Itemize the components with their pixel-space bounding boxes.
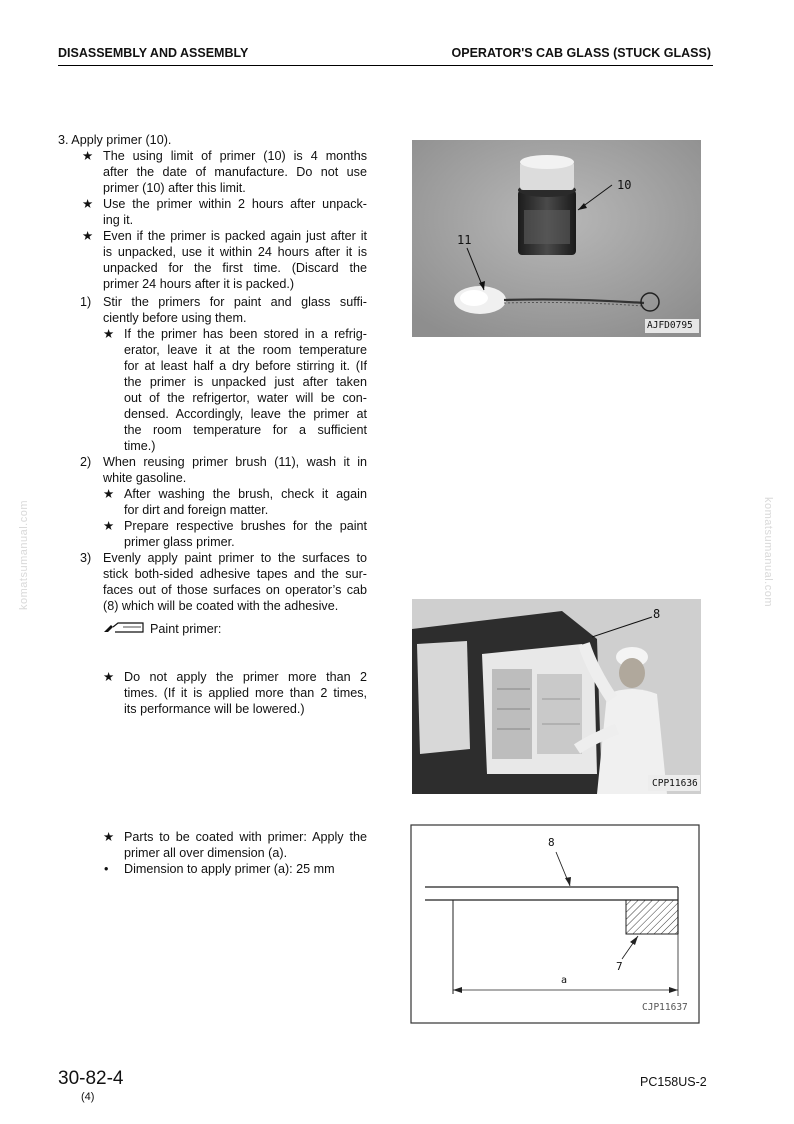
- star-icon: ★: [82, 229, 94, 243]
- sub-step-line: ciently before using them.: [103, 311, 247, 325]
- primer-photo-illustration: [412, 140, 701, 337]
- watermark-left: komatsumanual.com: [18, 500, 30, 610]
- figure-code: CJP11637: [642, 1002, 688, 1013]
- figure-code: AJFD0795: [647, 320, 693, 331]
- note-line: primer glass primer.: [124, 535, 235, 549]
- sub-step-line: Stir the primers for paint and glass suffi-: [103, 295, 367, 309]
- note-line: ing it.: [103, 213, 134, 227]
- note-line: Prepare respective brushes for the paint: [124, 519, 367, 533]
- material-label: Paint primer:: [150, 622, 222, 636]
- page-number: 30-82-4: [58, 1068, 124, 1089]
- note-line: after the date of manufacture. Do not use: [103, 165, 367, 179]
- note-line: for dirt and foreign matter.: [124, 503, 269, 517]
- page-revision: (4): [81, 1091, 95, 1103]
- note-line: primer 24 hours after it is packed.): [103, 277, 295, 291]
- callout-7: 7: [616, 960, 623, 973]
- sub-step-line: white gasoline.: [103, 471, 187, 485]
- callout-11: 11: [457, 233, 472, 247]
- note-line: Parts to be coated with primer: Apply the: [124, 830, 367, 844]
- cab-photo-illustration: [412, 599, 701, 794]
- dimension-drawing: [410, 824, 700, 1024]
- dimension-label-a: a: [561, 975, 568, 986]
- sub-step-line: faces out of those surfaces on operator’s cab: [103, 583, 367, 597]
- bullet-icon: •: [104, 862, 109, 876]
- step-3-title: 3. Apply primer (10).: [58, 133, 172, 147]
- note-line: Even if the primer is packed again just after it: [103, 229, 367, 243]
- sub-step-number: 3): [80, 551, 92, 565]
- note-line: the primer is unpacked just after taken: [124, 375, 367, 389]
- note-line: out of the refrigertor, water will be con-: [124, 391, 367, 405]
- model-number: PC158US-2: [640, 1075, 707, 1089]
- figure-code: CPP11636: [652, 778, 698, 789]
- note-line: Use the primer within 2 hours after unpack-: [103, 197, 367, 211]
- note-line: erator, leave it at the room temperature: [124, 343, 367, 357]
- note-line: unpacked for the first time. (Discard the: [103, 261, 367, 275]
- sub-step-line: (8) which will be coated with the adhesive.: [103, 599, 339, 613]
- sub-step-line: stick both-sided adhesive tapes and the sur-: [103, 567, 367, 581]
- watermark-right: komatsumanual.com: [762, 497, 774, 607]
- note-line: times. (If it is applied more than 2 times,: [124, 686, 367, 700]
- star-icon: ★: [103, 327, 115, 341]
- dimension-note: Dimension to apply primer (a): 25 mm: [124, 862, 335, 876]
- sub-step-line: When reusing primer brush (11), wash it in: [103, 455, 367, 469]
- star-icon: ★: [103, 519, 115, 533]
- note-line: If the primer has been stored in a refrig-: [124, 327, 367, 341]
- dimension-diagram: [410, 824, 700, 1024]
- cab-primer-photo: [412, 599, 701, 794]
- note-line: for at least half a dry before stirring it. (If: [124, 359, 367, 373]
- star-icon: ★: [103, 487, 115, 501]
- note-line: the room temperature for a sufficient: [124, 423, 367, 437]
- note-line: Do not apply the primer more than 2: [124, 670, 367, 684]
- note-line: time.): [124, 439, 156, 453]
- sub-step-number: 2): [80, 455, 92, 469]
- callout-8: 8: [653, 607, 661, 621]
- header-page-title: OPERATOR'S CAB GLASS (STUCK GLASS): [451, 46, 711, 60]
- note-line: After washing the brush, check it again: [124, 487, 367, 501]
- star-icon: ★: [103, 830, 115, 844]
- star-icon: ★: [82, 149, 94, 163]
- brush-icon: [103, 621, 145, 635]
- note-line: its performance will be lowered.): [124, 702, 305, 716]
- note-line: is unpacked, use it within 24 hours after it is: [103, 245, 367, 259]
- star-icon: ★: [82, 197, 94, 211]
- callout-10: 10: [617, 178, 632, 192]
- note-line: primer all over dimension (a).: [124, 846, 288, 860]
- sub-step-number: 1): [80, 295, 92, 309]
- sub-step-line: Evenly apply paint primer to the surfaces to: [103, 551, 367, 565]
- note-line: The using limit of primer (10) is 4 months: [103, 149, 367, 163]
- header-section-title: DISASSEMBLY AND ASSEMBLY: [58, 46, 249, 60]
- star-icon: ★: [103, 670, 115, 684]
- primer-photo: [412, 140, 701, 337]
- note-line: primer (10) after this limit.: [103, 181, 246, 195]
- callout-8: 8: [548, 836, 555, 849]
- header-divider: [58, 65, 713, 66]
- note-line: densed. Accordingly, leave the primer at: [124, 407, 367, 421]
